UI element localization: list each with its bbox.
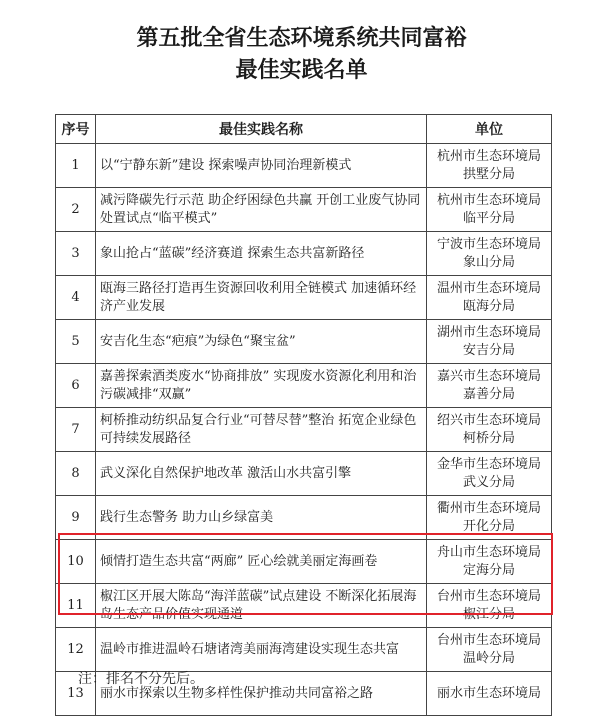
row-practice-name: 践行生态警务 助力山乡绿富美 <box>96 496 427 540</box>
header-unit: 单位 <box>427 115 552 144</box>
unit-line-1: 嘉兴市生态环境局 <box>436 368 541 384</box>
table-row <box>56 540 552 584</box>
row-index: 12 <box>56 628 96 672</box>
row-index: 4 <box>56 276 96 320</box>
header-name: 最佳实践名称 <box>96 115 427 144</box>
unit-line-2: 温岭分局 <box>462 650 515 666</box>
unit-line-2: 定海分局 <box>462 562 515 578</box>
row-unit <box>427 672 552 716</box>
row-index: 5 <box>56 320 96 364</box>
row-unit <box>427 144 552 188</box>
table-row <box>56 232 552 276</box>
table-row <box>56 364 552 408</box>
row-unit <box>427 276 552 320</box>
row-index: 2 <box>56 188 96 232</box>
table-row <box>56 276 552 320</box>
unit-line-2: 武义分局 <box>462 474 515 490</box>
row-unit <box>427 364 552 408</box>
row-index: 9 <box>56 496 96 540</box>
table-row <box>56 452 552 496</box>
row-practice-name: 丽水市探索以生物多样性保护推动共同富裕之路 <box>96 672 427 716</box>
unit-line-1: 台州市生态环境局 <box>436 632 541 648</box>
unit-line-1: 金华市生态环境局 <box>436 456 541 472</box>
row-index: 6 <box>56 364 96 408</box>
row-index: 13 <box>56 672 96 716</box>
row-practice-name: 瓯海三路径打造再生资源回收利用全链模式 加速循环经济产业发展 <box>96 276 427 320</box>
unit-line-1: 湖州市生态环境局 <box>436 324 541 340</box>
footnote: 注：排名不分先后。 <box>78 671 204 687</box>
row-index: 11 <box>56 584 96 628</box>
row-unit <box>427 584 552 628</box>
table-row <box>56 628 552 672</box>
unit-line-2: 象山分局 <box>462 254 515 270</box>
row-unit <box>427 408 552 452</box>
unit-line-1: 温州市生态环境局 <box>436 280 541 296</box>
row-unit <box>427 496 552 540</box>
row-unit <box>427 452 552 496</box>
table-row <box>56 144 552 188</box>
row-unit <box>427 540 552 584</box>
unit-line-1: 舟山市生态环境局 <box>436 544 541 560</box>
table-row <box>56 496 552 540</box>
row-practice-name: 温岭市推进温岭石塘诸湾美丽海湾建设实现生态共富 <box>96 628 427 672</box>
unit-line-2: 开化分局 <box>462 518 515 534</box>
row-index: 3 <box>56 232 96 276</box>
table-row <box>56 408 552 452</box>
document-title <box>0 22 603 86</box>
row-unit <box>427 188 552 232</box>
unit-line-2: 瓯海分局 <box>462 298 515 314</box>
header-index: 序号 <box>56 115 96 144</box>
unit-line-1: 杭州市生态环境局 <box>436 148 541 164</box>
row-practice-name: 嘉善探索酒类废水“协商排放” 实现废水资源化利用和治污碳减排“双赢” <box>96 364 427 408</box>
unit-line-1: 杭州市生态环境局 <box>436 192 541 208</box>
table-row <box>56 584 552 628</box>
row-index: 10 <box>56 540 96 584</box>
row-practice-name: 椒江区开展大陈岛“海洋蓝碳”试点建设 不断深化拓展海岛生态产品价值实现通道 <box>96 584 427 628</box>
row-practice-name: 安吉化生态“疤痕”为绿色“聚宝盆” <box>96 320 427 364</box>
row-practice-name: 象山抢占“蓝碳”经济赛道 探索生态共富新路径 <box>96 232 427 276</box>
unit-line-1: 宁波市生态环境局 <box>436 236 541 252</box>
unit-line-1: 衢州市生态环境局 <box>436 500 541 516</box>
unit-line-1: 丽水市生态环境局 <box>436 685 541 701</box>
row-practice-name: 倾情打造生态共富“两廊” 匠心绘就美丽定海画卷 <box>96 540 427 584</box>
title-line-1: 第五批全省生态环境系统共同富裕 <box>136 25 467 51</box>
row-practice-name: 柯桥推动纺织品复合行业“可替尽替”整治 拓宽企业绿色可持续发展路径 <box>96 408 427 452</box>
unit-line-1: 绍兴市生态环境局 <box>436 412 541 428</box>
unit-line-2: 安吉分局 <box>462 342 515 358</box>
row-index: 1 <box>56 144 96 188</box>
title-line-2: 最佳实践名单 <box>235 57 368 83</box>
row-practice-name: 减污降碳先行示范 助企纾困绿色共赢 开创工业废气协同处置试点“临平模式” <box>96 188 427 232</box>
row-index: 7 <box>56 408 96 452</box>
best-practice-table <box>55 114 552 716</box>
unit-line-2: 临平分局 <box>462 210 515 226</box>
unit-line-2: 嘉善分局 <box>462 386 515 402</box>
unit-line-2: 椒江分局 <box>462 606 515 622</box>
row-practice-name: 武义深化自然保护地改革 激活山水共富引擎 <box>96 452 427 496</box>
row-index: 8 <box>56 452 96 496</box>
row-unit <box>427 320 552 364</box>
row-unit <box>427 628 552 672</box>
unit-line-2: 柯桥分局 <box>462 430 515 446</box>
row-unit <box>427 232 552 276</box>
table-row <box>56 188 552 232</box>
unit-line-2: 拱墅分局 <box>462 166 515 182</box>
table-header-row <box>56 115 552 144</box>
unit-line-1: 台州市生态环境局 <box>436 588 541 604</box>
table-row <box>56 320 552 364</box>
row-practice-name: 以“宁静东新”建设 探索噪声协同治理新模式 <box>96 144 427 188</box>
